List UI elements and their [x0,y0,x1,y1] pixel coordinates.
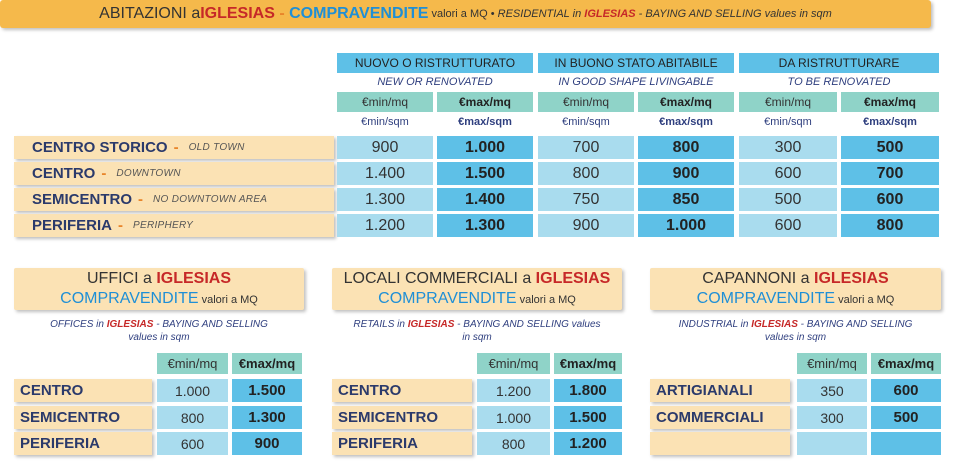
retail-value-max: 1.200 [554,432,622,455]
retail-description-line2 [332,331,622,344]
value-max: 700 [841,162,939,185]
value-max: 1.000 [638,214,734,237]
value-min: 1.300 [337,188,433,211]
row-label-dash: - [101,165,107,182]
offices-title-text: UFFICI a [86,269,157,287]
offices-description-city: IGLESIAS [106,319,154,330]
retail-value-max: 1.800 [554,379,622,402]
industrial-value-max: 500 [871,406,941,429]
retail-value-min: 800 [477,432,550,455]
offices-description [14,318,304,346]
offices-title-city: IGLESIAS [156,269,232,287]
row-label-it: PERIFERIA [32,217,113,234]
industrial-header-min: €min/mq [797,353,867,374]
industrial-description [650,318,941,346]
title-bar [0,0,931,28]
retail-value-min: 1.000 [477,406,550,429]
value-min: 800 [538,162,634,185]
offices-value-min: 600 [157,432,228,455]
column-header-to-renovate: DA RISTRUTTURARE [739,53,939,73]
title-en: RESIDENTIAL in [497,8,585,20]
industrial-description-text: INDUSTRIAL in [678,319,752,330]
retail-title-box [332,268,622,310]
industrial-subtitle-compravendite: COMPRAVENDITE [696,289,836,307]
row-label-en: DOWNTOWN [116,168,181,179]
value-min: 1.200 [337,214,433,237]
industrial-value-max: 600 [871,379,941,402]
retail-value-max: 1.500 [554,406,622,429]
retail-row-label: SEMICENTRO [332,406,472,429]
title-compravendite: COMPRAVENDITE [289,5,429,22]
offices-value-min: 1.000 [157,379,228,402]
industrial-row-label: ARTIGIANALI [650,379,790,402]
retail-subtitle-compravendite: COMPRAVENDITE [378,289,517,307]
title-it: ABITAZIONI a [99,5,201,22]
value-min: 500 [739,188,837,211]
value-max: 600 [841,188,939,211]
row-label-en: NO DOWNTOWN AREA [153,194,268,205]
unit-max-sqm: €max/sqm [863,116,917,128]
title-city: IGLESIAS [200,5,275,22]
unit-min-sqm: €min/sqm [361,116,409,128]
industrial-subtitle [697,289,895,310]
unit-max-sqm: €max/sqm [458,116,512,128]
column-header-good-shape: IN BUONO STATO ABITABILE [538,53,734,73]
column-header-new: NUOVO O RISTRUTTURATO [337,53,533,73]
value-max: 1.500 [437,162,533,185]
row-label [14,214,334,237]
offices-description-text: OFFICES in [50,319,107,330]
column-subheader-good-shape: IN GOOD SHAPE LIVINGABLE [558,76,714,88]
industrial-subtitle-unit: valori a MQ [835,293,895,306]
offices-description-line1 [14,318,304,331]
row-label-en: PERIPHERY [133,220,194,231]
offices-description-unit: values in sqm [128,332,190,343]
retail-description-line1 [332,318,622,331]
retail-title-text: LOCALI COMMERCIALI a [343,269,536,287]
industrial-description-rest: - BAYING AND SELLING [797,319,913,330]
row-label [14,162,334,185]
value-max: 500 [841,136,939,159]
industrial-value-min [797,432,867,455]
row-label [14,188,334,211]
row-label-it: SEMICENTRO [32,191,133,208]
offices-subtitle-unit: valori a MQ [198,293,258,306]
industrial-header-max: €max/mq [871,353,941,374]
offices-subtitle-compravendite: COMPRAVENDITE [60,289,199,307]
value-max: 850 [638,188,734,211]
unit-max-sqm: €max/sqm [659,116,713,128]
title-en-city: IGLESIAS [584,8,636,20]
value-min: 750 [538,188,634,211]
column-subheader-new: NEW OR RENOVATED [377,76,493,88]
retail-header-min: €min/mq [477,353,550,374]
offices-header-min: €min/mq [157,353,228,374]
unit-min-mq: €min/mq [538,92,634,112]
retail-value-min: 1.200 [477,379,550,402]
value-min: 600 [739,214,837,237]
industrial-row-label [650,432,790,455]
industrial-title [702,269,888,289]
industrial-description-unit: values in sqm [764,332,827,343]
row-label-it: CENTRO [32,165,96,182]
retail-subtitle [378,289,576,310]
row-label-en: OLD TOWN [188,142,245,153]
offices-description-rest: - BAYING AND SELLING [153,319,268,330]
row-label-it: CENTRO STORICO [32,139,168,156]
industrial-description-line1 [650,318,941,331]
offices-value-max: 1.500 [232,379,302,402]
title-en-rest: - BAYING AND SELLING values in sqm [635,8,832,20]
title-unit: valori a MQ • [428,8,498,20]
retail-title [344,269,611,289]
offices-row-label: CENTRO [14,379,152,402]
retail-header-max: €max/mq [554,353,622,374]
offices-value-max: 900 [232,432,302,455]
value-max: 800 [638,136,734,159]
offices-description-line2 [14,331,304,344]
offices-title [87,269,231,289]
offices-title-box [14,268,304,310]
retail-title-city: IGLESIAS [535,269,611,287]
value-min: 900 [538,214,634,237]
row-label [14,136,334,159]
offices-row-label: SEMICENTRO [14,406,152,429]
value-min: 700 [538,136,634,159]
value-max: 900 [638,162,734,185]
retail-subtitle-unit: valori a MQ [516,293,576,306]
retail-row-label: CENTRO [332,379,472,402]
unit-max-mq: €max/mq [638,92,734,112]
industrial-title-text: CAPANNONI a [702,269,815,287]
offices-value-max: 1.300 [232,406,302,429]
value-min: 600 [739,162,837,185]
retail-row-label: PERIFERIA [332,432,472,455]
retail-description-text: RETAILS in [353,319,408,330]
row-label-dash: - [173,139,179,156]
value-min: 900 [337,136,433,159]
industrial-value-min: 300 [797,406,867,429]
row-label-dash: - [118,217,124,234]
unit-max-mq: €max/mq [841,92,939,112]
value-min: 1.400 [337,162,433,185]
value-max: 800 [841,214,939,237]
industrial-row-label: COMMERCIALI [650,406,790,429]
value-min: 300 [739,136,837,159]
retail-description-rest: - BAYING AND SELLING values [454,319,601,330]
industrial-value-max [871,432,941,455]
value-max: 1.000 [437,136,533,159]
industrial-title-box [650,268,941,310]
offices-subtitle [60,289,258,310]
industrial-title-city: IGLESIAS [814,269,889,287]
offices-row-label: PERIFERIA [14,432,152,455]
column-subheader-to-renovate: TO BE RENOVATED [787,76,891,88]
offices-value-min: 800 [157,406,228,429]
retail-description-city: IGLESIAS [407,319,455,330]
unit-min-mq: €min/mq [739,92,837,112]
unit-min-mq: €min/mq [337,92,433,112]
unit-min-sqm: €min/sqm [764,116,812,128]
offices-header-max: €max/mq [232,353,302,374]
industrial-description-line2 [650,331,941,344]
value-max: 1.300 [437,214,533,237]
value-max: 1.400 [437,188,533,211]
retail-description-unit: in sqm [462,332,492,343]
industrial-description-city: IGLESIAS [751,319,798,330]
title-sep: - [274,5,290,22]
row-label-dash: - [138,191,144,208]
unit-max-mq: €max/mq [437,92,533,112]
industrial-value-min: 350 [797,379,867,402]
unit-min-sqm: €min/sqm [562,116,610,128]
retail-description [332,318,622,346]
